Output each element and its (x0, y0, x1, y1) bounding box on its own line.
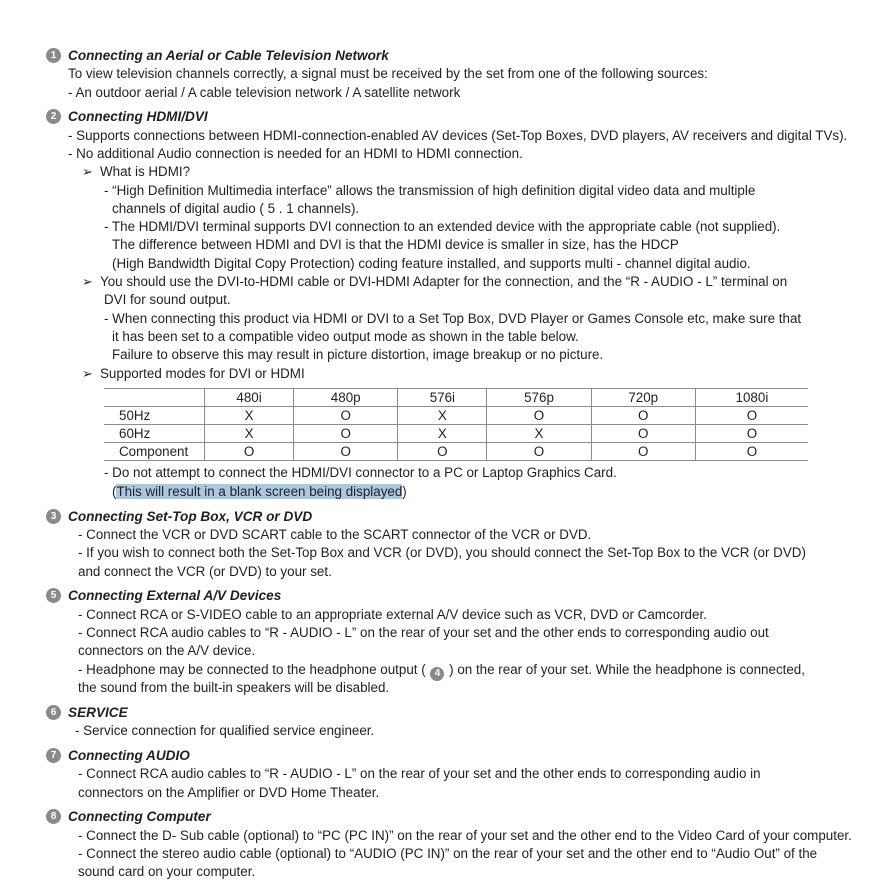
list-item: the sound from the built-in speakers will be disabled. (78, 680, 390, 695)
table-cell: O (695, 443, 808, 461)
paren-open: ( (112, 484, 117, 499)
arrow-icon: ➢ (82, 164, 93, 179)
warning-highlight-line[interactable] (112, 483, 407, 501)
table-cell: X (205, 407, 294, 425)
section-heading-service: SERVICE (68, 705, 128, 720)
number-badge-6: 6 (46, 705, 61, 720)
table-row (104, 443, 808, 461)
table-cell: O (591, 443, 695, 461)
table-cell: 60Hz (104, 425, 205, 443)
table-cell: X (487, 425, 591, 443)
headphone-number-badge: 4 (430, 667, 444, 681)
selected-text[interactable]: This will result in a blank screen being displayed (116, 484, 403, 499)
section-heading-audio: Connecting AUDIO (68, 748, 190, 763)
list-item: - Connect the stereo audio cable (optional) to “AUDIO (PC IN)” on the rear of your set and the other end to “Audio Out” of the (78, 846, 818, 861)
list-item: - Connect the D- Sub cable (optional) to “PC (PC IN)” on the rear of your set and the other end to the Video Card of your computer. (78, 828, 852, 843)
text-part: - Headphone may be connected to the headphone output ( (78, 662, 426, 677)
paren-close: ) (402, 484, 407, 499)
table-header-row (104, 389, 808, 407)
list-item: - Connect RCA audio cables to “R - AUDIO - L” on the rear of your set and the other ends to corresponding audio in (78, 766, 761, 781)
note-line: - When connecting this product via HDMI or DVI to a Set Top Box, DVD Player or Games Console etc, make sure that (104, 311, 802, 326)
table-header-cell: 576i (398, 389, 487, 407)
note-label: Supported modes for DVI or HDMI (100, 366, 305, 381)
list-item: - Connect RCA or S-VIDEO cable to an appropriate external A/V device such as VCR, DVD or Camcorder. (78, 607, 707, 622)
table-cell: O (205, 443, 294, 461)
note-line: Failure to observe this may result in picture distortion, image breakup or no picture. (112, 347, 604, 362)
list-item (78, 661, 805, 679)
supported-modes-table (104, 388, 808, 461)
list-item: - An outdoor aerial / A cable television network / A satellite network (68, 85, 461, 100)
list-item: connectors on the Amplifier or DVD Home Theater. (78, 785, 380, 800)
list-item: sound card on your computer. (78, 864, 256, 879)
table-cell: O (487, 407, 591, 425)
list-item: and connect the VCR (or DVD) to your set. (78, 564, 332, 579)
section-heading-settop: Connecting Set-Top Box, VCR or DVD (68, 509, 313, 524)
section-heading-external-av: Connecting External A/V Devices (68, 588, 282, 603)
section-intro-aerial: To view television channels correctly, a signal must be received by the set from one of the following sources: (68, 66, 708, 81)
warning-line: - Do not attempt to connect the HDMI/DVI connector to a PC or Laptop Graphics Card. (104, 465, 617, 480)
note-line: DVI for sound output. (104, 292, 231, 307)
note-line: - “High Definition Multimedia interface” allows the transmission of high definition digital video data and multiple (104, 183, 756, 198)
table-cell: Component (104, 443, 205, 461)
arrow-icon: ➢ (82, 274, 93, 289)
note-supported-modes (82, 365, 305, 383)
note-label: What is HDMI? (100, 164, 191, 179)
number-badge-8: 8 (46, 809, 61, 824)
table-cell: O (591, 407, 695, 425)
note-line: (High Bandwidth Digital Copy Protection) coding feature installed, and supports multi - channel digital audio. (112, 256, 751, 271)
list-item: - Supports connections between HDMI-connection-enabled AV devices (Set-Top Boxes, DVD players, AV receivers and digital TVs). (68, 128, 848, 143)
table-cell: O (398, 443, 487, 461)
table-cell: O (294, 407, 398, 425)
table-cell: O (695, 407, 808, 425)
list-item: - Service connection for qualified service engineer. (75, 723, 375, 738)
table-cell: O (294, 443, 398, 461)
arrow-icon: ➢ (82, 366, 93, 381)
section-heading-hdmi: Connecting HDMI/DVI (68, 109, 208, 124)
text-part: ) on the rear of your set. While the headphone is connected, (449, 662, 805, 677)
number-badge-2: 2 (46, 109, 61, 124)
note-label: You should use the DVI-to-HDMI cable or DVI-HDMI Adapter for the connection, and the “R - AUDIO - L” terminal on (100, 274, 788, 289)
table-row (104, 407, 808, 425)
table-cell: X (205, 425, 294, 443)
note-line: channels of digital audio ( 5 . 1 channels). (112, 201, 360, 216)
list-item: connectors on the A/V device. (78, 643, 256, 658)
number-badge-5: 5 (46, 588, 61, 603)
note-line: - The HDMI/DVI terminal supports DVI connection to an extended device with the appropriate cable (not supplied). (104, 219, 781, 234)
table-cell: O (294, 425, 398, 443)
section-heading-computer: Connecting Computer (68, 809, 211, 824)
list-item: - If you wish to connect both the Set-Top Box and VCR (or DVD), you should connect the Set-Top Box to the VCR (or DVD) (78, 545, 806, 560)
note-line: The difference between HDMI and DVI is that the HDMI device is smaller in size, has the HDCP (112, 237, 679, 252)
table-cell: X (398, 425, 487, 443)
list-item: - Connect the VCR or DVD SCART cable to the SCART connector of the VCR or DVD. (78, 527, 592, 542)
table-cell: O (487, 443, 591, 461)
number-badge-3: 3 (46, 509, 61, 524)
table-header-cell: 480p (294, 389, 398, 407)
table-header-cell: 480i (205, 389, 294, 407)
table-header-cell: 1080i (695, 389, 808, 407)
number-badge-1: 1 (46, 48, 61, 63)
table-cell: O (695, 425, 808, 443)
number-badge-7: 7 (46, 748, 61, 763)
table-cell: X (398, 407, 487, 425)
table-cell: O (591, 425, 695, 443)
note-what-is-hdmi (82, 163, 190, 181)
note-dvi-cable (82, 273, 787, 291)
table-header-cell: 576p (487, 389, 591, 407)
table-row (104, 425, 808, 443)
list-item: - No additional Audio connection is needed for an HDMI to HDMI connection. (68, 146, 523, 161)
table-header-cell: 720p (591, 389, 695, 407)
note-line: it has been set to a compatible video output mode as shown in the table below. (112, 329, 579, 344)
table-header-cell (104, 389, 205, 407)
section-heading-aerial: Connecting an Aerial or Cable Television Network (68, 48, 389, 63)
table-cell: 50Hz (104, 407, 205, 425)
list-item: - Connect RCA audio cables to “R - AUDIO - L” on the rear of your set and the other ends to corresponding audio out (78, 625, 769, 640)
